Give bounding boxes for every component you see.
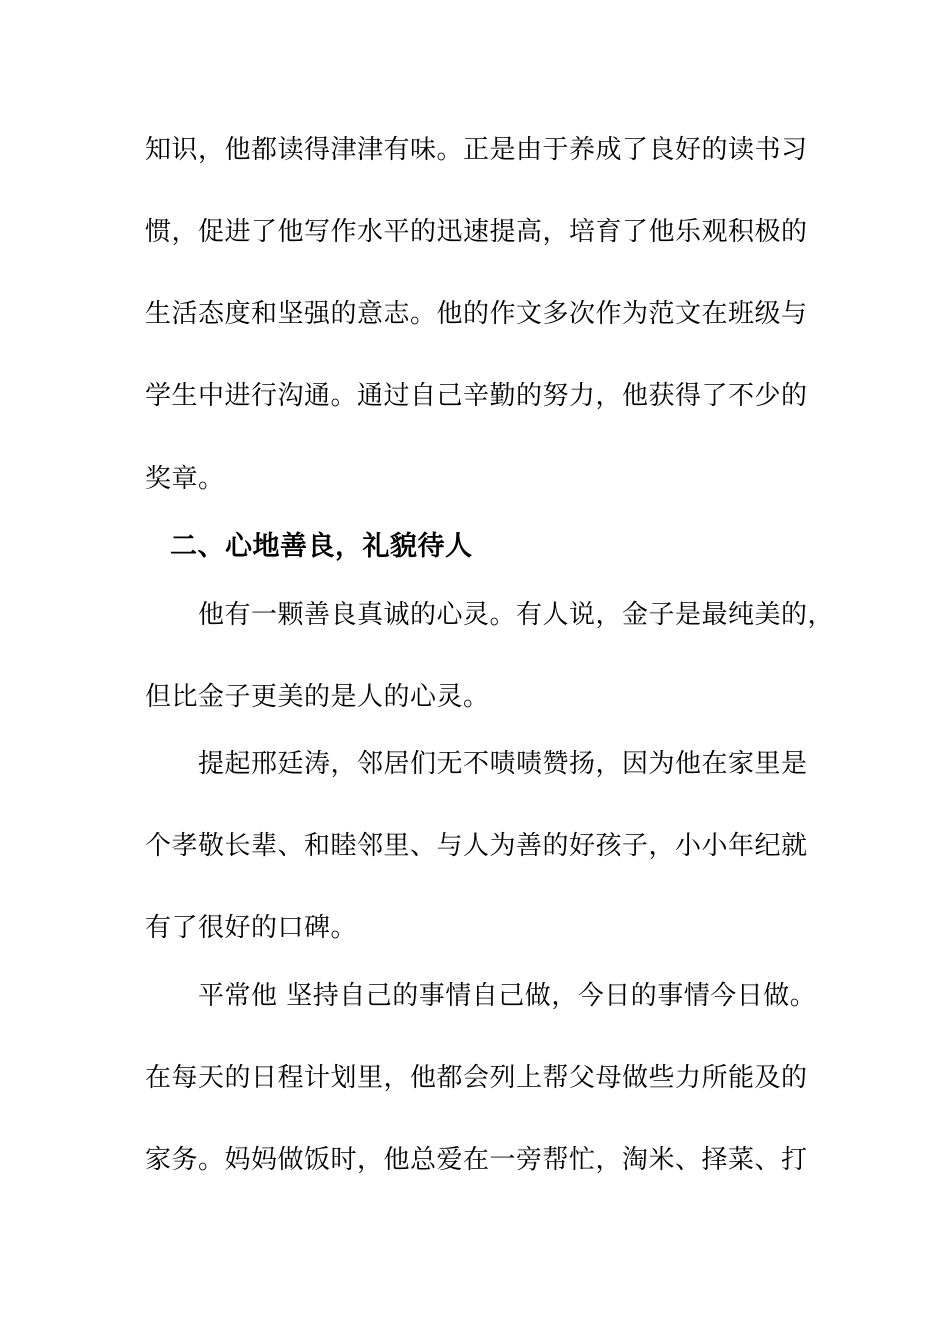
paragraph-line-12: 在每天的日程计划里，他都会列上帮父母做些力所能及的: [145, 1063, 808, 1093]
paragraph-line-9: 个孝敬长辈、和睦邻里、与人为善的好孩子，小小年纪就: [145, 831, 808, 861]
paragraph-line-10: 有了很好的口碑。: [145, 913, 358, 943]
paragraph-line-2: 惯，促进了他写作水平的迅速提高，培育了他乐观积极的: [145, 217, 808, 247]
paragraph-line-5: 奖章。: [145, 464, 225, 494]
paragraph-line-6: 他有一颗善良真诚的心灵。有人说，金子是最纯美的，: [198, 600, 835, 630]
paragraph-line-1: 知识，他都读得津津有味。正是由于养成了良好的读书习: [145, 135, 808, 165]
paragraph-line-8: 提起邢廷涛，邻居们无不啧啧赞扬，因为他在家里是: [198, 749, 808, 779]
section-heading: 二、心地善良，礼貌待人: [170, 531, 473, 562]
paragraph-line-11: 平常他 坚持自己的事情自己做，今日的事情今日做。: [198, 981, 817, 1011]
paragraph-line-3: 生活态度和坚强的意志。他的作文多次作为范文在班级与: [145, 299, 808, 329]
paragraph-line-4: 学生中进行沟通。通过自己辛勤的努力，他获得了不少的: [145, 381, 808, 411]
paragraph-line-7: 但比金子更美的是人的心灵。: [145, 682, 490, 712]
paragraph-line-13: 家务。妈妈做饭时，他总爱在一旁帮忙，淘米、择菜、打: [145, 1145, 808, 1175]
